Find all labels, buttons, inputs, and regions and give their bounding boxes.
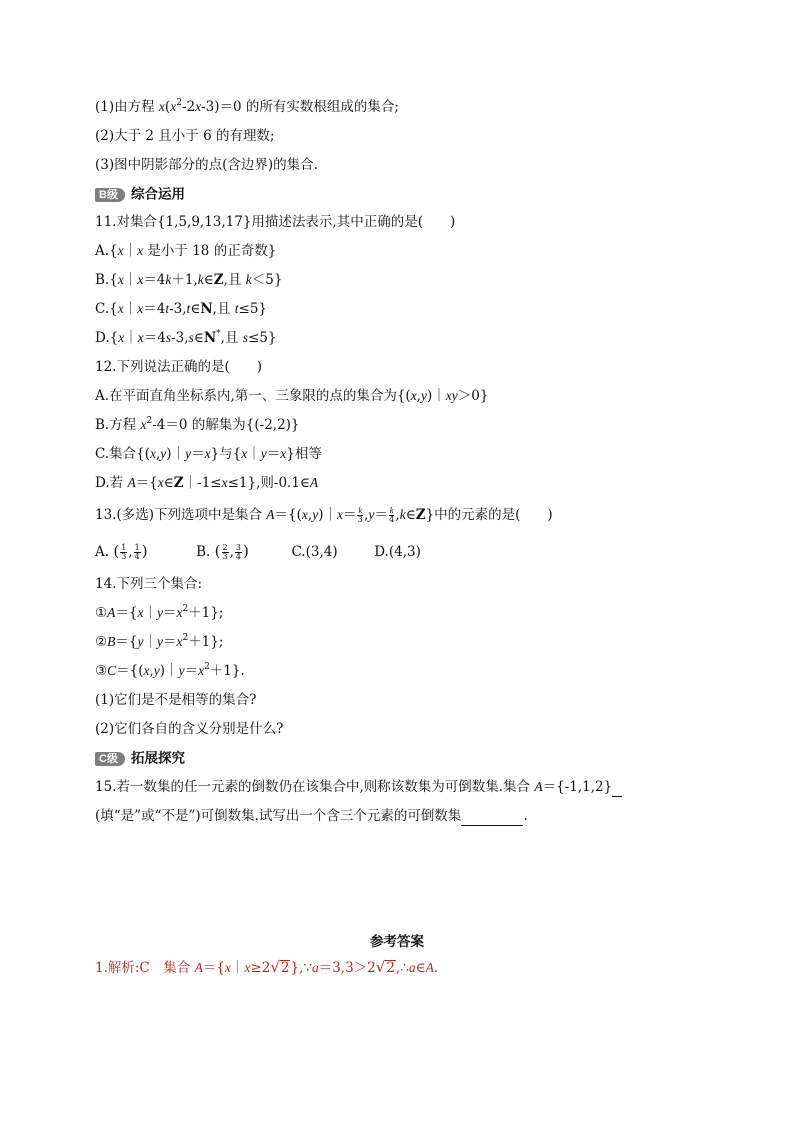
q12-stem: 12.下列说法正确的是( ) [95, 359, 263, 375]
q13-option-d: D.(4,3) [374, 544, 421, 560]
q12-option-d: D.若 A＝{x∈Z｜-1≤x≤1},则-0.1∈A [95, 475, 319, 491]
q11-option-b: B.{x｜x＝4k＋1,k∈Z,且 k＜5} [95, 272, 283, 288]
q12-option-b: B.方程 $x^2-4=0$ 的解集为{(-2,2)} [95, 416, 300, 433]
section-c-title: 拓展探究 [130, 750, 185, 766]
q14-part2: (2)它们各自的含义分别是什么? [95, 721, 284, 737]
q11-option-a: A.{x｜x 是小于 18 的正奇数} [95, 243, 277, 259]
q14-part1: (1)它们是不是相等的集合? [95, 692, 257, 708]
section-b-badge: B级 [95, 188, 125, 202]
q13-stem: 13.(多选)下列选项中是集合 A＝{(x,y)｜x＝ $\frac{k}{3}$ ,y＝ $\frac{k}{4}$ ,k∈Z}中的元素的是( ) [95, 506, 553, 524]
section-c-header [95, 748, 185, 768]
section-c-badge: C级 [95, 752, 125, 766]
q12-option-c: C.集合{(x,y)｜y＝x}与{x｜y＝x}相等 [95, 446, 322, 462]
q13-option-b: B. ( $\frac{2}{3}$ , $\frac{3}{4}$ ) [196, 542, 249, 561]
q14-stem: 14.下列三个集合: [95, 576, 203, 592]
answers-title: 参考答案 [370, 934, 424, 950]
q10-part3: (3)图中阴影部分的点(含边界)的集合. [95, 157, 318, 173]
q11-option-d: D.{x｜x＝4s-3,s∈N*,且 s≤5} [95, 329, 277, 346]
q10-part2: (2)大于 2 且小于 6 的有理数; [95, 128, 275, 144]
q15-blank-2[interactable] [461, 811, 523, 826]
q11-stem: 11.对集合{1,5,9,13,17}用描述法表示,其中正确的是( ) [95, 214, 456, 230]
q14-set-a: $①A=\{x|y=x^2+1\}$; [95, 604, 224, 621]
q15-blank-1[interactable] [612, 782, 622, 797]
q11-option-c: C.{x｜x＝4t-3,t∈N,且 t≤5} [95, 301, 268, 317]
section-b-title: 综合运用 [130, 186, 185, 202]
q15-line2: (填“是”或“不是”)可倒数集.试写出一个含三个元素的可倒数集 . [95, 808, 528, 824]
answer-1: 1.解析:C 集合 A＝{x｜x≥2√2},∵a＝3,3＞2√2,∴a∈A. [95, 958, 439, 976]
q10-part1: (1)由方程 $x(x^2-2x-3)=0$ 的所有实数根组成的集合; [95, 98, 399, 115]
section-b-header [95, 184, 185, 204]
q14-set-b: $②B=\{y|y=x^2+1\}$; [95, 633, 224, 650]
q13-option-a: A. ( $\frac{1}{3}$ , $\frac{1}{4}$ ) [95, 542, 148, 561]
q14-set-c: $③C=\{(x,y)|y=x^2+1\}$. [95, 662, 245, 679]
q15-line1: 15.若一数集的任一元素的倒数仍在该集合中,则称该数集为可倒数集.集合 A＝{-1,1,2} [95, 777, 622, 797]
q13-options [95, 541, 421, 561]
q12-option-a: A.在平面直角坐标系内,第一、三象限的点的集合为{(x,y)｜xy＞0} [95, 388, 489, 404]
q13-option-c: C.(3,4) [291, 544, 338, 560]
